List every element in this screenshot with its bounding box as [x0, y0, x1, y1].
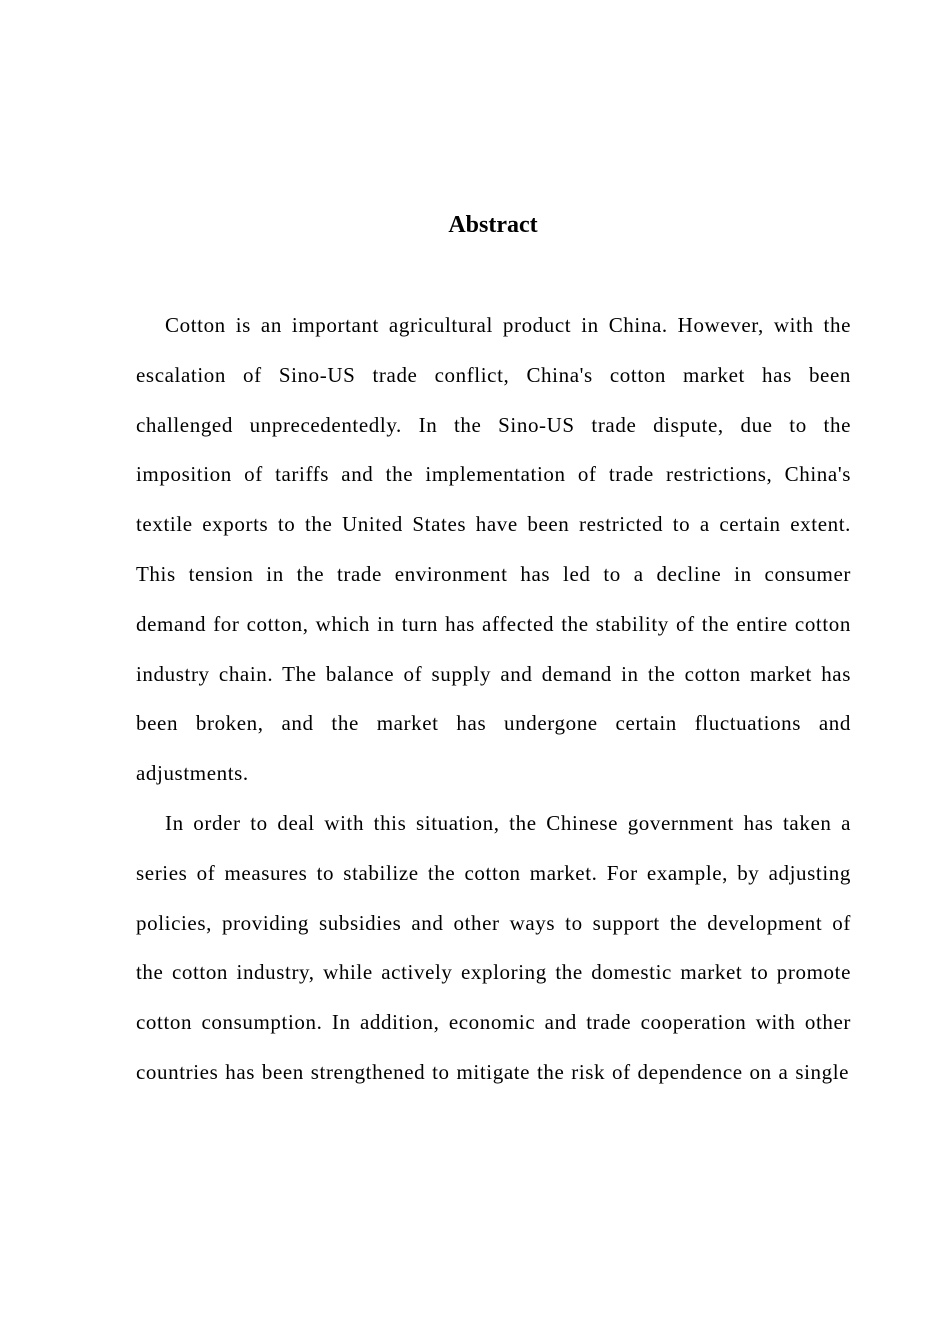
paragraph-1: Cotton is an important agricultural product in China. However, with the escalation of Sino-US trade conflict, China's cotton market has been challenged unprecedentedly. In the Sino-US trade dispute, due to the imposition of tariffs and the implementation of trade restrictions, China's textile exports to the United States have been restricted to a certain extent. This tension in the trade environment has led to a decline in consumer demand for cotton, which in turn has affected the stability of the entire cotton industry chain. The balance of supply and demand in the cotton market has been broken, and the market has undergone certain fluctuations and adjustments. [136, 313, 851, 786]
abstract-body [136, 301, 851, 1098]
paragraph-2: In order to deal with this situation, the Chinese government has taken a series of measures to stabilize the cotton market. For example, by adjusting policies, providing subsidies and other ways to support the development of the cotton industry, while actively exploring the domestic market to promote cotton consumption. In addition, economic and trade cooperation with other countries has been strengthened to mitigate the risk of dependence on a single [136, 810, 851, 1084]
abstract-heading: Abstract [448, 212, 538, 238]
